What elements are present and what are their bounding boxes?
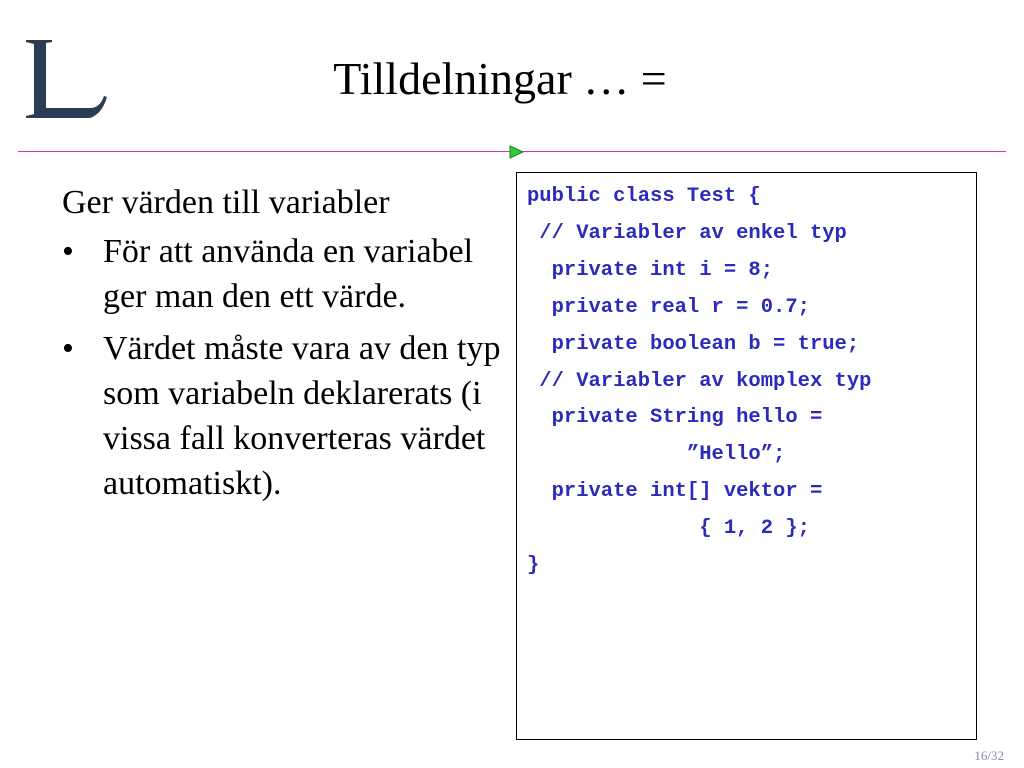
university-logo	[18, 22, 118, 132]
code-line: // Variabler av enkel typ	[527, 221, 847, 245]
code-line: private boolean b = true;	[527, 332, 860, 356]
intro-text: Ger värden till variabler	[62, 184, 390, 221]
bullet-text: För att använda en variabel ger man den ett värde.	[103, 233, 474, 315]
text-column	[62, 180, 502, 513]
code-line: public class Test {	[527, 185, 761, 208]
logo-letter-shape	[26, 40, 107, 118]
code-line: // Variabler av komplex typ	[527, 369, 872, 393]
bullet-icon: •	[62, 233, 74, 270]
slide-title: Tilldelningar … =	[333, 53, 667, 104]
bullet-item	[62, 326, 502, 506]
bullet-list	[62, 229, 502, 506]
play-arrow-icon	[508, 144, 526, 160]
bullet-item	[62, 229, 502, 319]
page-number: 16/32	[974, 748, 1004, 763]
code-line: private String hello =	[527, 406, 823, 430]
code-line: private real r = 0.7;	[527, 295, 810, 319]
code-line: private int i = 8;	[527, 258, 774, 282]
bullet-text: Värdet måste vara av den typ som variabeln deklarerats (i vissa fall konverteras värdet automatiskt).	[103, 330, 501, 502]
code-line: }	[527, 554, 540, 578]
code-line: private int[] vektor =	[527, 480, 823, 504]
code-line: ”Hello”;	[527, 443, 786, 467]
code-listing	[516, 172, 977, 740]
code-line: { 1, 2 };	[527, 517, 810, 541]
bullet-icon: •	[62, 330, 74, 367]
